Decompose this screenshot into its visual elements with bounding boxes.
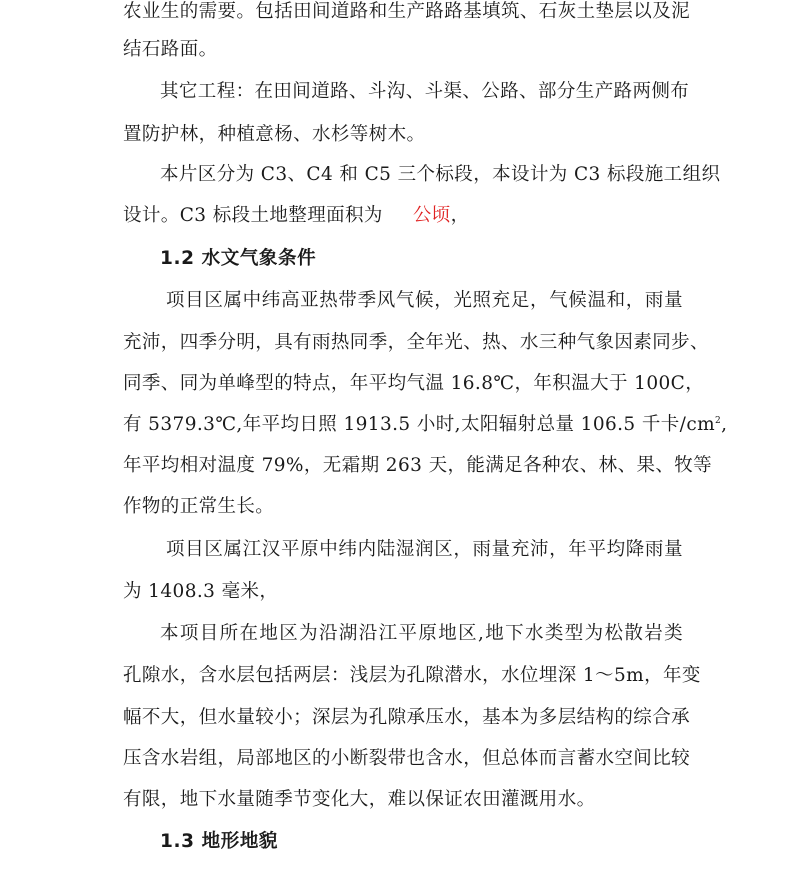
paragraph-line: 结石路面。 <box>123 39 218 60</box>
paragraph-line: 本项目所在地区为沿湖沿江平原地区,地下水类型为松散岩类 <box>160 623 683 644</box>
paragraph-line: 其它工程：在田间道路、斗沟、斗渠、公路、部分生产路两侧布 <box>160 81 690 102</box>
text-span: 设计。C3 标段土地整理面积为 <box>123 205 383 226</box>
paragraph-line: 本片区分为 C3、C4 和 C5 三个标段，本设计为 C3 标段施工组织 <box>160 164 721 185</box>
text-span: , <box>721 414 728 435</box>
paragraph-line: 有限，地下水量随季节变化大，难以保证农田灌溉用水。 <box>123 789 596 810</box>
paragraph-line: 压含水岩组，局部地区的小断裂带也含水，但总体而言蓄水空间比较 <box>123 748 691 769</box>
paragraph-line: 农业生的需要。包括田间道路和生产路路基填筑、石灰土垫层以及泥 <box>123 1 691 22</box>
highlight-text: 公顷 <box>412 205 451 226</box>
section-heading-1-3: 1.3 地形地貌 <box>160 831 279 852</box>
paragraph-line: 项目区属中纬高亚热带季风气候，光照充足，气候温和，雨量 <box>166 290 683 311</box>
section-heading-1-2: 1.2 水文气象条件 <box>160 248 317 269</box>
paragraph-line: 项目区属江汉平原中纬内陆湿润区，雨量充沛，年平均降雨量 <box>166 539 683 560</box>
paragraph-line: 孔隙水，含水层包括两层：浅层为孔隙潜水，水位埋深 1～5m，年变 <box>123 665 701 686</box>
paragraph-line: 置防护林，种植意杨、水杉等树木。 <box>123 124 426 145</box>
superscript: 2 <box>715 416 722 426</box>
paragraph-line: 年平均相对温度 79%，无霜期 263 天，能满足各种农、林、果、牧等 <box>123 455 713 476</box>
paragraph-line: 同季、同为单峰型的特点，年平均气温 16.8℃，年积温大于 100C， <box>123 373 705 394</box>
text-span: 有 5379.3℃,年平均日照 1913.5 小时,太阳辐射总量 106.5 千卡/cm <box>123 414 716 435</box>
paragraph-line: 充沛，四季分明，具有雨热同季，全年光、热、水三种气象因素同步、 <box>123 332 709 353</box>
paragraph-line: 为 1408.3 毫米， <box>123 581 279 602</box>
text-span: ， <box>450 205 470 226</box>
paragraph-line <box>123 410 728 440</box>
paragraph-line: 幅不大，但水量较小；深层为孔隙承压水，基本为多层结构的综合承 <box>123 707 691 728</box>
paragraph-line: 作物的正常生长。 <box>123 496 275 517</box>
paragraph-line <box>123 201 470 231</box>
